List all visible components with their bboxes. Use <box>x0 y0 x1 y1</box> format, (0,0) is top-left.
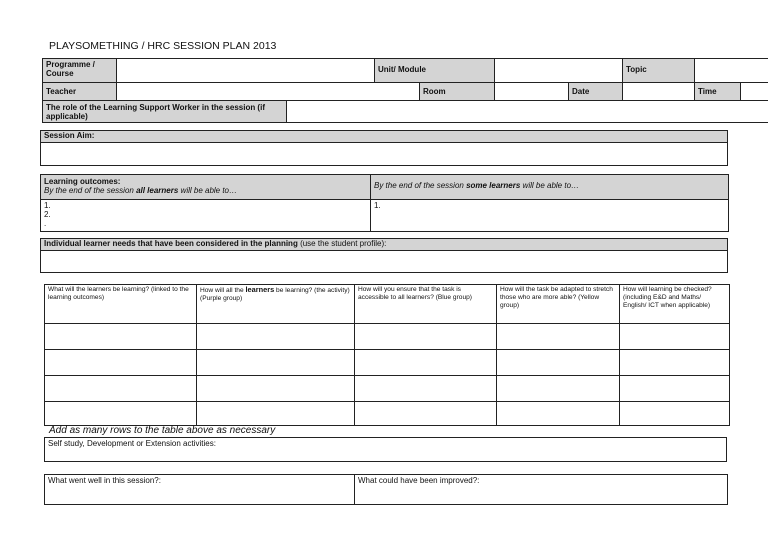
all-learners-text: By the end of the session all learners will be able to… <box>44 186 238 195</box>
self-study-label: Self study, Development or Extension activities: <box>48 439 216 448</box>
self-study-table <box>44 437 727 462</box>
topic-field[interactable] <box>695 59 768 83</box>
table-cell[interactable] <box>497 402 620 426</box>
table-cell[interactable] <box>355 402 497 426</box>
outcome-item-2: 2. <box>44 210 51 219</box>
went-well-field[interactable] <box>45 475 355 505</box>
table-cell[interactable] <box>355 324 497 350</box>
table-cell[interactable] <box>355 376 497 402</box>
col-header-learning: What will the learners be learning? (linked to the learning outcomes) <box>45 285 197 324</box>
table-cell[interactable] <box>45 376 197 402</box>
table-cell[interactable] <box>355 350 497 376</box>
programme-label: Programme / Course <box>43 59 117 83</box>
table-cell[interactable] <box>620 376 730 402</box>
topic-label: Topic <box>623 59 695 83</box>
lsw-label: The role of the Learning Support Worker in the session (if applicable) <box>43 101 287 123</box>
table-row <box>45 402 730 426</box>
col-header-activity: How will all the learners be learning? (the activity) (Purple group) <box>197 285 355 324</box>
outcome-some-item-1: 1. <box>374 201 381 210</box>
table-cell[interactable] <box>197 402 355 426</box>
self-study-field[interactable] <box>45 438 727 462</box>
went-well-label: What went well in this session?: <box>48 476 161 485</box>
some-learners-field[interactable] <box>371 200 729 232</box>
table-cell[interactable] <box>197 350 355 376</box>
learning-outcomes-some-header <box>371 175 729 200</box>
table-cell[interactable] <box>45 402 197 426</box>
date-field[interactable] <box>623 83 695 101</box>
table-cell[interactable] <box>620 324 730 350</box>
table-cell[interactable] <box>45 350 197 376</box>
teacher-field[interactable] <box>117 83 420 101</box>
learning-outcomes-all-header <box>41 175 371 200</box>
table-cell[interactable] <box>197 324 355 350</box>
teacher-label: Teacher <box>43 83 117 101</box>
table-row <box>45 324 730 350</box>
table-cell[interactable] <box>620 350 730 376</box>
table-cell[interactable] <box>497 376 620 402</box>
time-label: Time <box>695 83 741 101</box>
table-cell[interactable] <box>497 324 620 350</box>
learning-outcomes-label: Learning outcomes: <box>44 177 121 186</box>
individual-needs-label: Individual learner needs that have been considered in the planning (use the student profile): <box>41 239 728 251</box>
room-label: Room <box>420 83 495 101</box>
some-learners-text: By the end of the session some learners will be able to… <box>374 181 580 190</box>
table-row <box>45 350 730 376</box>
col-header-stretch: How will the task be adapted to stretch those who are more able? (Yellow group) <box>497 285 620 324</box>
col-header-checked: How will learning be checked? (including E&D and Maths/ English/ ICT when applicable) <box>620 285 730 324</box>
table-cell[interactable] <box>45 324 197 350</box>
session-aim-label: Session Aim: <box>41 131 728 143</box>
header-table <box>42 58 768 123</box>
table-cell[interactable] <box>197 376 355 402</box>
table-cell[interactable] <box>620 402 730 426</box>
learning-outcomes-table <box>40 174 729 232</box>
time-field[interactable] <box>741 83 768 101</box>
outcome-item-1: 1. <box>44 201 51 210</box>
unit-label: Unit/ Module <box>375 59 495 83</box>
individual-needs-table <box>40 238 728 273</box>
improved-field[interactable] <box>355 475 728 505</box>
room-field[interactable] <box>495 83 569 101</box>
table-cell[interactable] <box>497 350 620 376</box>
improved-label: What could have been improved?: <box>358 476 480 485</box>
individual-needs-field[interactable] <box>41 251 728 273</box>
add-rows-note: Add as many rows to the table above as necessary <box>49 425 276 436</box>
date-label: Date <box>569 83 623 101</box>
session-aim-field[interactable] <box>41 143 728 166</box>
page-title: PLAYSOMETHING / HRC SESSION PLAN 2013 <box>49 40 277 52</box>
programme-field[interactable] <box>117 59 375 83</box>
lsw-field[interactable] <box>287 101 768 123</box>
session-aim-table <box>40 130 728 166</box>
unit-field[interactable] <box>495 59 623 83</box>
col-header-accessible: How will you ensure that the task is accessible to all learners? (Blue group) <box>355 285 497 324</box>
activity-table <box>44 284 730 426</box>
outcome-item-3: . <box>44 219 47 228</box>
table-row <box>45 376 730 402</box>
all-learners-field[interactable] <box>41 200 371 232</box>
reflection-table <box>44 474 728 505</box>
